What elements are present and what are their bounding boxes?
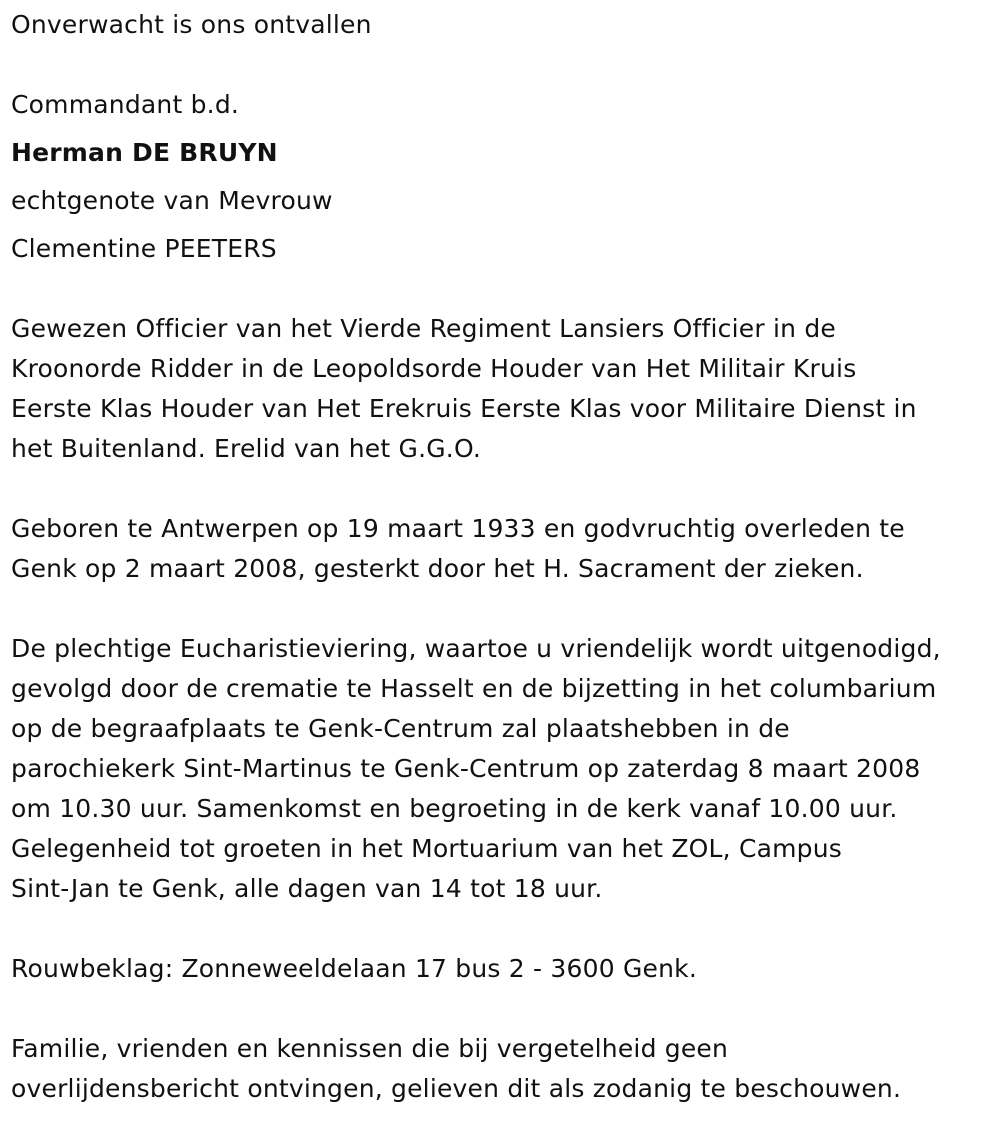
ceremony-line: Gelegenheid tot groeten in het Mortuarium van het ZOL, Campus	[11, 834, 843, 863]
career-line: het Buitenland. Erelid van het G.G.O.	[11, 434, 481, 463]
ceremony-line: Sint-Jan te Genk, alle dagen van 14 tot 18 uur.	[11, 874, 603, 903]
birth-death-line: Geboren te Antwerpen op 19 maart 1933 en godvruchtig overleden te	[11, 514, 905, 543]
closing-line: Familie, vrienden en kennissen die bij vergetelheid geen	[11, 1034, 729, 1063]
ceremony-line: gevolgd door de crematie te Hasselt en de bijzetting in het columbarium	[11, 674, 937, 703]
deceased-name: Herman DE BRUYN	[11, 138, 278, 167]
ceremony-line: op de begraafplaats te Genk-Centrum zal plaatshebben in de	[11, 714, 790, 743]
career-line: Eerste Klas Houder van Het Erekruis Eerste Klas voor Militaire Dienst in	[11, 394, 917, 423]
career-line: Gewezen Officier van het Vierde Regiment Lansiers Officier in de	[11, 314, 836, 343]
ceremony-line: om 10.30 uur. Samenkomst en begroeting in de kerk vanaf 10.00 uur.	[11, 794, 898, 823]
closing-line: overlijdensbericht ontvingen, gelieven dit als zodanig te beschouwen.	[11, 1074, 902, 1103]
ceremony-line: De plechtige Eucharistieviering, waartoe u vriendelijk wordt uitgenodigd,	[11, 634, 941, 663]
birth-death-line: Genk op 2 maart 2008, gesterkt door het H. Sacrament der zieken.	[11, 554, 864, 583]
rank-text: Commandant b.d.	[11, 90, 240, 119]
intro-text: Onverwacht is ons ontvallen	[11, 10, 372, 39]
spouse-prefix: echtgenote van Mevrouw	[11, 186, 333, 215]
condolence-address: Rouwbeklag: Zonneweeldelaan 17 bus 2 - 3600 Genk.	[11, 954, 697, 983]
ceremony-line: parochiekerk Sint-Martinus te Genk-Centrum op zaterdag 8 maart 2008	[11, 754, 921, 783]
career-line: Kroonorde Ridder in de Leopoldsorde Houder van Het Militair Kruis	[11, 354, 857, 383]
spouse-name: Clementine PEETERS	[11, 234, 277, 263]
